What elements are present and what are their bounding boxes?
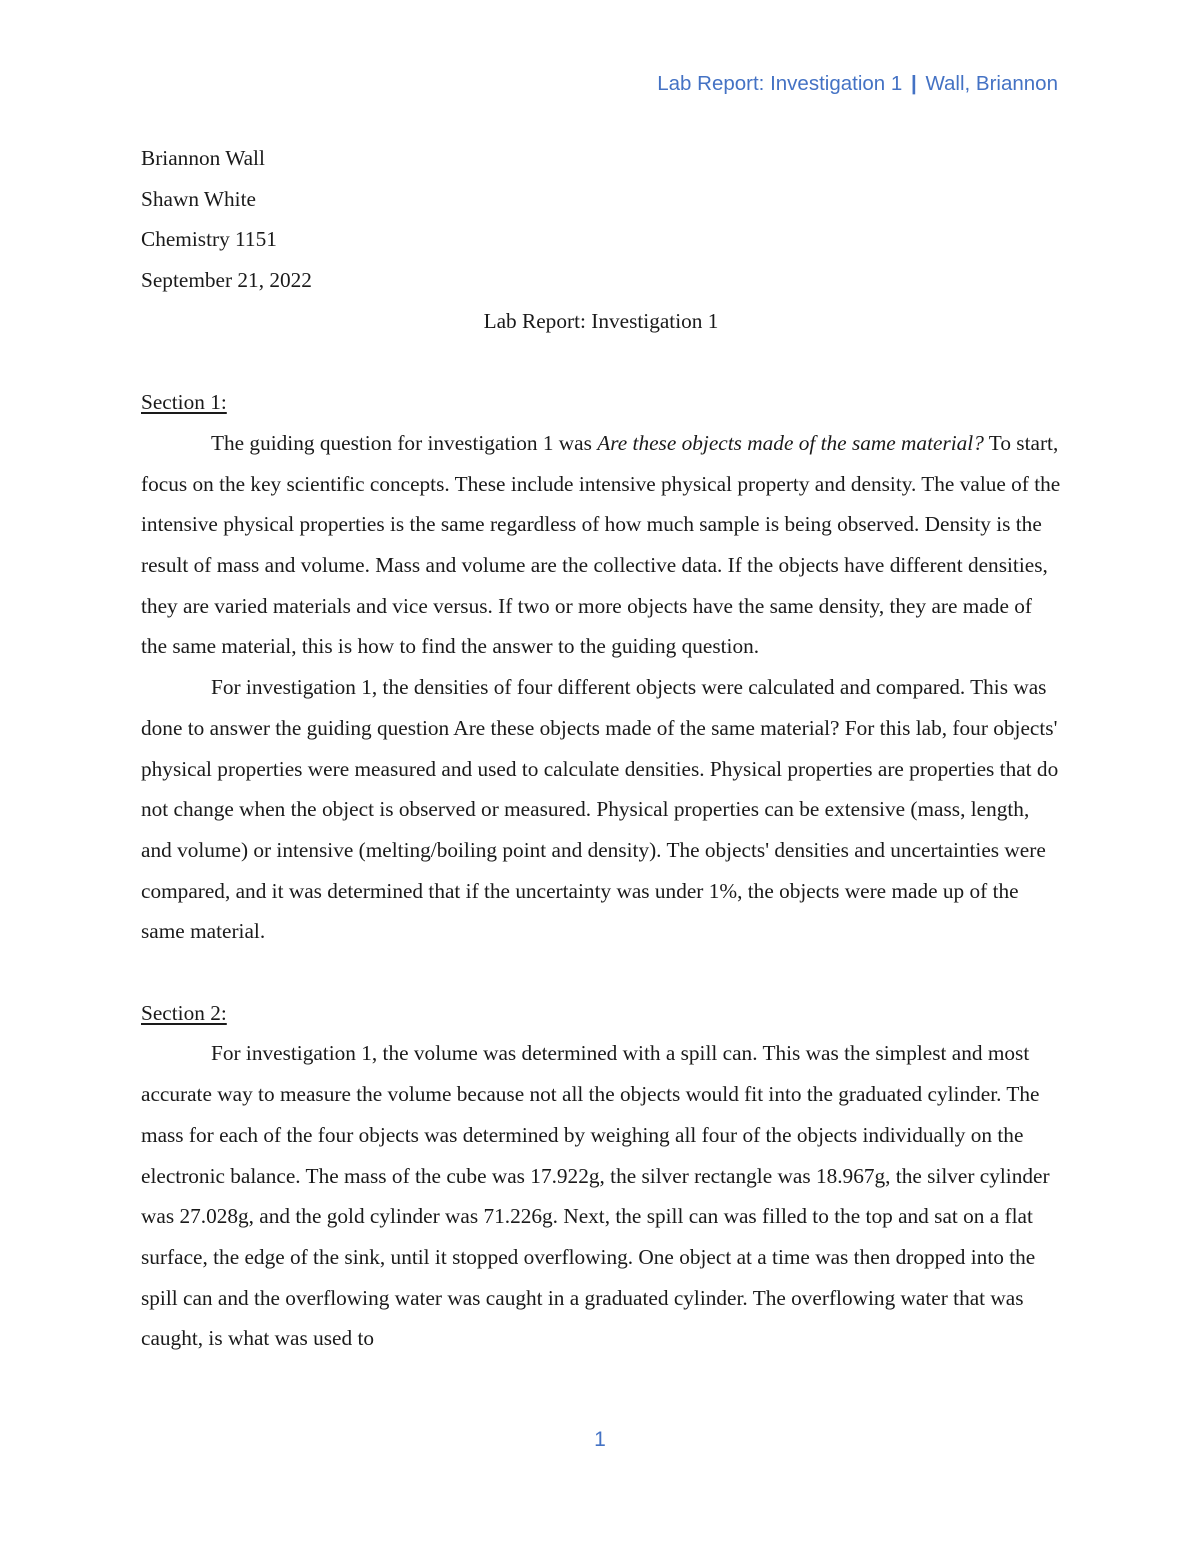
section-2-heading: Section 2: (141, 1000, 227, 1025)
document-body (141, 138, 1061, 1359)
section-2 (141, 993, 1061, 1359)
student-name: Briannon Wall (141, 146, 265, 170)
report-date: September 21, 2022 (141, 268, 312, 293)
page-number: 1 (594, 1428, 606, 1451)
section-1-p1-text-a: The guiding question for investigation 1 was (211, 430, 598, 455)
section-1-p1-text-b: To start, focus on the key scientific concepts. These include intensive physical property and density. The value of the intensive physical properties is the same regardless of how much sample is being observed. Density is the result of mass and volume. Mass and volume are the collective data. If the objects have different densities, they are varied materials and vice versus. If two or more objects have the same density, they are made of the same material, this is how to find the answer to the guiding question. (141, 430, 1061, 659)
section-1-paragraph-1 (141, 423, 1061, 667)
header-author: Wall, Briannon (925, 72, 1058, 95)
header-title: Lab Report: Investigation 1 (657, 72, 903, 95)
course-name: Chemistry 1151 (141, 227, 277, 252)
blank-line (141, 952, 1061, 993)
section-1-heading: Section 1: (141, 390, 227, 415)
header-separator: | (910, 72, 917, 95)
section-2-paragraph-1: For investigation 1, the volume was determined with a spill can. This was the simplest and most accurate way to measure the volume because not all the objects would fit into the graduated cylinder. The mass for each of the four objects was determined by weighing all four of the objects individually on the electronic balance. The mass of the cube was 17.922g, the silver rectangle was 18.967g, the silver cylinder was 27.028g, and the gold cylinder was 71.226g. Next, the spill can was filled to the top and sat on a flat surface, the edge of the sink, until it stopped overflowing. One object at a time was then dropped into the spill can and the overflowing water was caught in a graduated cylinder. The overflowing water that was caught, is what was used to (141, 1041, 1050, 1351)
blank-line (141, 342, 1061, 383)
guiding-question: Are these objects made of the same material? (597, 430, 984, 455)
report-title: Lab Report: Investigation 1 (483, 308, 719, 333)
instructor-name: Shawn White (141, 186, 256, 211)
section-1 (141, 382, 1061, 952)
section-1-paragraph-2: For investigation 1, the densities of four different objects were calculated and compared. This was done to answer the guiding question Are these objects made of the same material? For this lab, four objects' physical properties were measured and used to calculate densities. Physical properties are properties that do not change when the object is observed or measured. Physical properties can be extensive (mass, length, and volume) or intensive (melting/boiling point and density). The objects' densities and uncertainties were compared, and it was determined that if the uncertainty was under 1%, the objects were made up of the same material. (141, 675, 1059, 944)
running-header (657, 72, 1058, 96)
